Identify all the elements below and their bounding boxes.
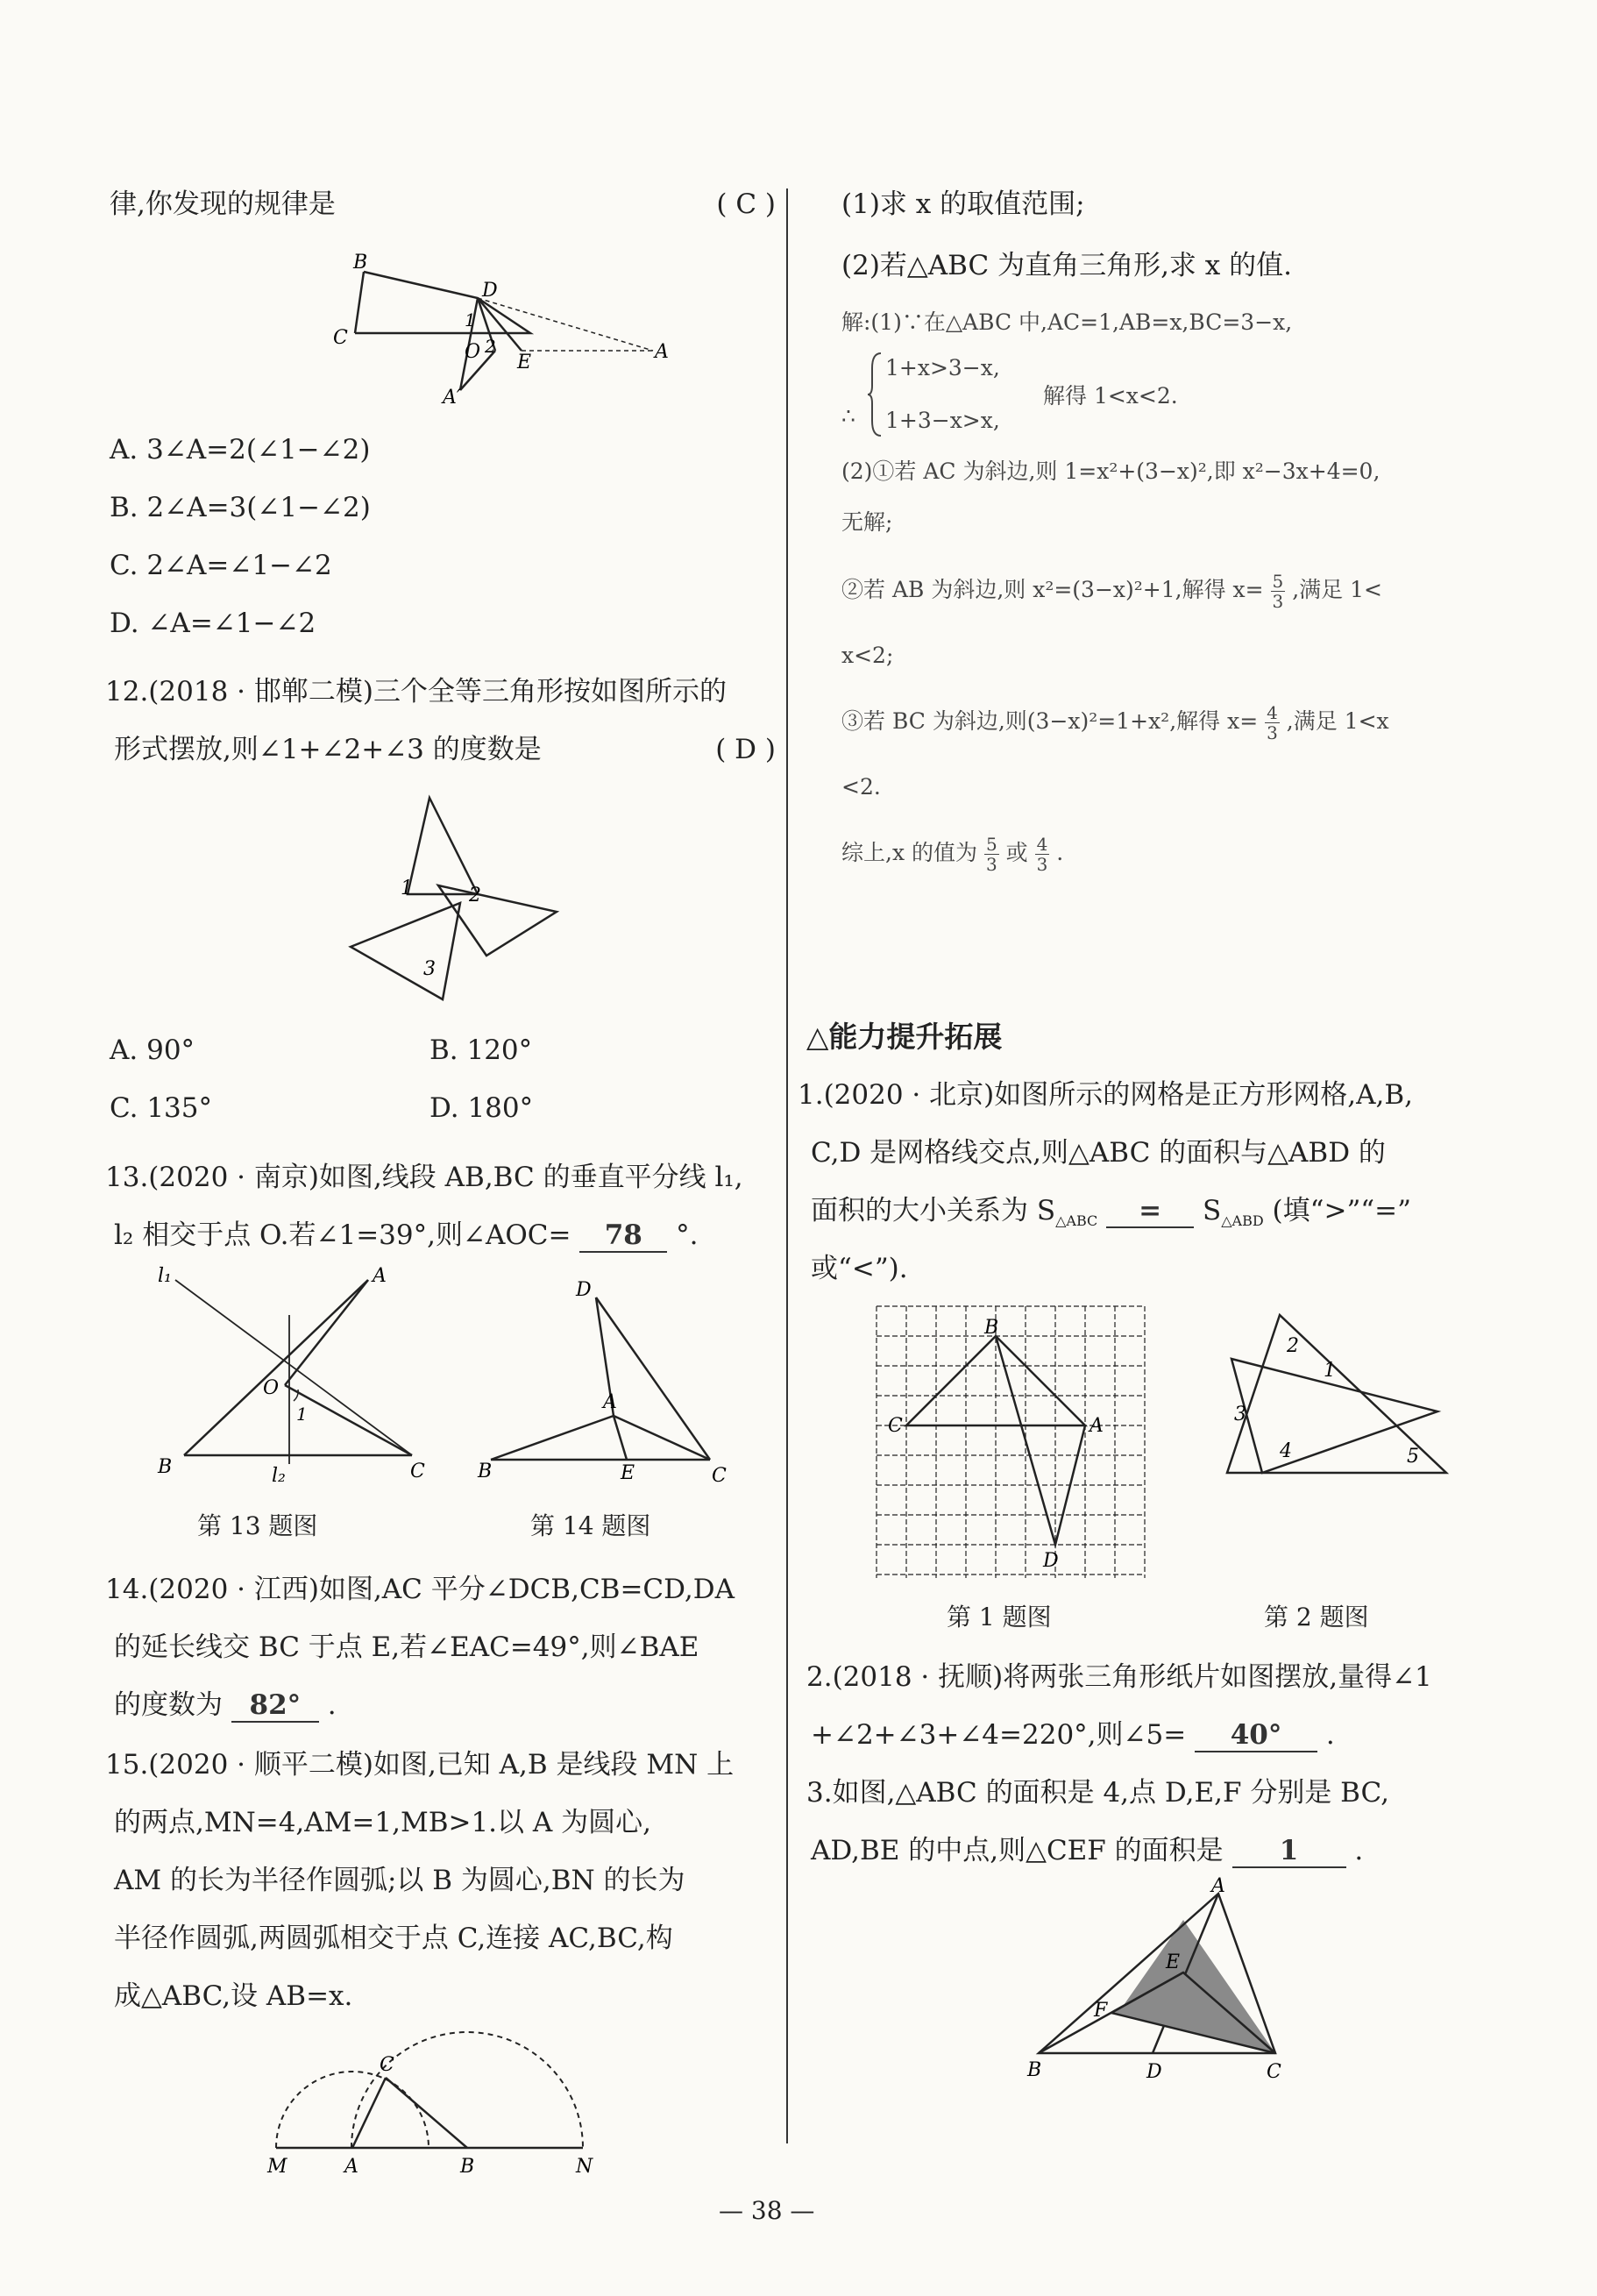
sol-frac-5-3-summary: $\frac{5}{3}$ <box>985 834 997 875</box>
q13-answer: 78 <box>579 1219 667 1253</box>
sol-line5: 综上,x 的值为 $\frac{5}{3}$ 或 $\frac{4}{3}$ . <box>841 834 1064 875</box>
p3-line2: AD,BE 的中点,则△CEF 的面积是 1 . <box>811 1835 1364 1866</box>
q14-label-D: D <box>576 1279 592 1301</box>
q14-figure <box>473 1262 736 1490</box>
q11-label-C: C <box>333 327 348 349</box>
q15-line1: 15.(2020 · 顺平二模)如图,已知 A,B 是线段 MN 上 <box>105 1749 735 1781</box>
q15-label-N: N <box>576 2156 593 2178</box>
q14-label-E: E <box>621 1462 635 1484</box>
p3-answer: 1 <box>1232 1835 1346 1868</box>
p2-label-5: 5 <box>1407 1446 1419 1468</box>
column-divider <box>786 188 788 2143</box>
q15-part2: (2)若△ABC 为直角三角形,求 x 的值. <box>841 250 1292 281</box>
p3-label-C: C <box>1267 2061 1281 2083</box>
sol-line4a: ③若 BC 为斜边,则(3−x)²=1+x²,解得 x= $\frac{4}{3}$ ,满足 1<x <box>841 702 1389 743</box>
p1-line4: 或“<”). <box>811 1253 908 1284</box>
p1-line1: 1.(2020 · 北京)如图所示的网格是正方形网格,A,B, <box>798 1079 1413 1111</box>
q15-label-M: M <box>267 2156 287 2178</box>
sol-frac-5-3: $\frac{5}{3}$ <box>1272 571 1284 612</box>
q11-label-A: A <box>655 341 669 363</box>
q14-label-B: B <box>478 1461 493 1482</box>
q12-answer: ( D ) <box>715 734 776 765</box>
q15-label-C: C <box>380 2054 394 2076</box>
p1-label-C: C <box>888 1415 903 1437</box>
q15-figure <box>250 2043 618 2178</box>
q12-option-a: A. 90° <box>110 1034 195 1066</box>
sol-system-1: 1+x>3−x, <box>885 355 1000 380</box>
q12-line2: 形式摆放,则∠1+∠2+∠3 的度数是 ( D ) <box>114 721 776 778</box>
p1-label-D: D <box>1043 1550 1059 1572</box>
p1-label-B: B <box>984 1317 999 1339</box>
q14-label-A: A <box>603 1391 617 1413</box>
sol-system-2: 1+3−x>x, <box>885 408 1000 433</box>
sol-frac-4-3: $\frac{4}{3}$ <box>1267 702 1278 743</box>
fig14-caption: 第 14 题图 <box>530 1511 651 1540</box>
page-number: — 38 — <box>719 2196 815 2225</box>
p2-figure <box>1210 1306 1455 1490</box>
p2-line2: +∠2+∠3+∠4=220°,则∠5= 40° . <box>811 1719 1335 1751</box>
q12-option-c: C. 135° <box>110 1092 212 1124</box>
sol-line3a: ②若 AB 为斜边,则 x²=(3−x)²+1,解得 x= $\frac{5}{3}$ ,满足 1< <box>841 571 1382 612</box>
q13-label-l2: l₂ <box>272 1465 286 1487</box>
p3-label-D: D <box>1146 2061 1162 2083</box>
q11-option-a: A. 3∠A=2(∠1−∠2) <box>110 434 371 466</box>
q11-label-B: B <box>353 252 368 274</box>
q11-option-b: B. 2∠A=3(∠1−∠2) <box>110 492 371 523</box>
p2-label-4: 4 <box>1280 1440 1292 1462</box>
q13-label-C: C <box>410 1461 425 1482</box>
sol-line3b: x<2; <box>841 643 894 668</box>
p2-label-2: 2 <box>1287 1335 1299 1357</box>
q15-part1: (1)求 x 的取值范围; <box>841 188 1085 220</box>
q12-option-b: B. 120° <box>429 1034 533 1066</box>
q11-label-1: 1 <box>465 309 476 331</box>
p1-line3: 面积的大小关系为 $S_{\triangle ABC} = S_{\triangle ABD}$ (填“>”“=” <box>811 1195 1411 1230</box>
q13-line1: 13.(2020 · 南京)如图,线段 AB,BC 的垂直平分线 l₁, <box>105 1162 743 1193</box>
q11-label-D: D <box>482 280 498 302</box>
q13-label-l1: l₁ <box>158 1265 172 1287</box>
q11-tail: 律,你发现的规律是 ( C ) <box>110 175 776 233</box>
sol-therefore: ∴ <box>841 403 855 429</box>
section-title: △能力提升拓展 <box>806 1020 1003 1054</box>
q15-label-A: A <box>344 2156 358 2178</box>
q14-line2: 的延长线交 BC 于点 E,若∠EAC=49°,则∠BAE <box>114 1631 699 1663</box>
fig13-caption: 第 13 题图 <box>197 1511 318 1540</box>
p3-label-B: B <box>1027 2059 1042 2081</box>
p2-label-3: 3 <box>1234 1404 1246 1425</box>
q12-label-1: 1 <box>401 878 413 899</box>
p1-line2: C,D 是网格线交点,则△ABC 的面积与△ABD 的 <box>811 1137 1386 1169</box>
q13-label-A: A <box>373 1265 387 1287</box>
q12-figure <box>346 789 592 1008</box>
q15-line2: 的两点,MN=4,AM=1,MB>1.以 A 为圆心, <box>114 1807 651 1838</box>
p2-label-1: 1 <box>1324 1360 1336 1382</box>
q13-label-O: O <box>263 1377 280 1399</box>
sol-brace <box>868 351 884 438</box>
q15-line3: AM 的长为半径作圆弧;以 B 为圆心,BN 的长为 <box>114 1865 685 1896</box>
q11-figure <box>320 245 688 412</box>
p3-label-A: A <box>1211 1875 1225 1897</box>
p3-line1: 3.如图,△ABC 的面积是 4,点 D,E,F 分别是 BC, <box>806 1777 1390 1809</box>
p1-answer: = <box>1106 1195 1194 1228</box>
sol-line2a: (2)①若 AC 为斜边,则 1=x²+(3−x)²,即 x²−3x+4=0, <box>841 458 1381 484</box>
q12-line1: 12.(2018 · 邯郸二模)三个全等三角形按如图所示的 <box>105 676 727 707</box>
p1-grid-figure <box>872 1302 1153 1582</box>
q14-line3: 的度数为 82° . <box>114 1689 337 1721</box>
q11-option-c: C. 2∠A=∠1−∠2 <box>110 550 332 581</box>
sol-line2b: 无解; <box>841 509 893 535</box>
q13-figure <box>131 1262 508 1490</box>
q12-label-2: 2 <box>469 885 481 906</box>
p1-label-A: A <box>1090 1415 1104 1437</box>
sol-line1: 解:(1)∵在△ABC 中,AC=1,AB=x,BC=3−x, <box>841 309 1293 335</box>
p2-answer: 40° <box>1195 1719 1317 1752</box>
q15-line4: 半径作圆弧,两圆弧相交于点 C,连接 AC,BC,构 <box>114 1923 673 1954</box>
sol-line4b: <2. <box>841 774 881 800</box>
q12-option-d: D. 180° <box>429 1092 534 1124</box>
q15-label-B: B <box>460 2156 475 2178</box>
q14-answer: 82° <box>231 1689 319 1723</box>
sol-frac-4-3-summary: $\frac{4}{3}$ <box>1036 834 1048 875</box>
q11-answer: ( C ) <box>716 188 776 220</box>
q13-label-B: B <box>158 1456 173 1478</box>
q13-label-1: 1 <box>296 1404 308 1425</box>
q12-label-3: 3 <box>423 958 436 980</box>
q14-line1: 14.(2020 · 江西)如图,AC 平分∠DCB,CB=CD,DA <box>105 1574 735 1605</box>
sol-solve: 解得 1<x<2. <box>1043 383 1178 409</box>
q11-label-2: 2 <box>485 336 496 357</box>
q11-label-O: O <box>465 341 481 363</box>
p3-figure <box>1027 1875 1281 2095</box>
p2-line1: 2.(2018 · 抚顺)将两张三角形纸片如图摆放,量得∠1 <box>806 1661 1432 1693</box>
q13-line2: l₂ 相交于点 O.若∠1=39°,则∠AOC= 78 °. <box>114 1219 699 1251</box>
q11-option-d: D. ∠A=∠1−∠2 <box>110 608 316 639</box>
fig2-caption: 第 2 题图 <box>1264 1603 1369 1631</box>
fig1-caption: 第 1 题图 <box>947 1603 1052 1631</box>
p3-label-F: F <box>1094 2000 1108 2022</box>
q15-line5: 成△ABC,设 AB=x. <box>114 1980 353 2012</box>
q11-label-A-prime: A′ <box>443 387 461 409</box>
q14-label-C: C <box>712 1465 727 1487</box>
q11-label-E: E <box>517 352 532 373</box>
p3-label-E: E <box>1166 1951 1181 1973</box>
